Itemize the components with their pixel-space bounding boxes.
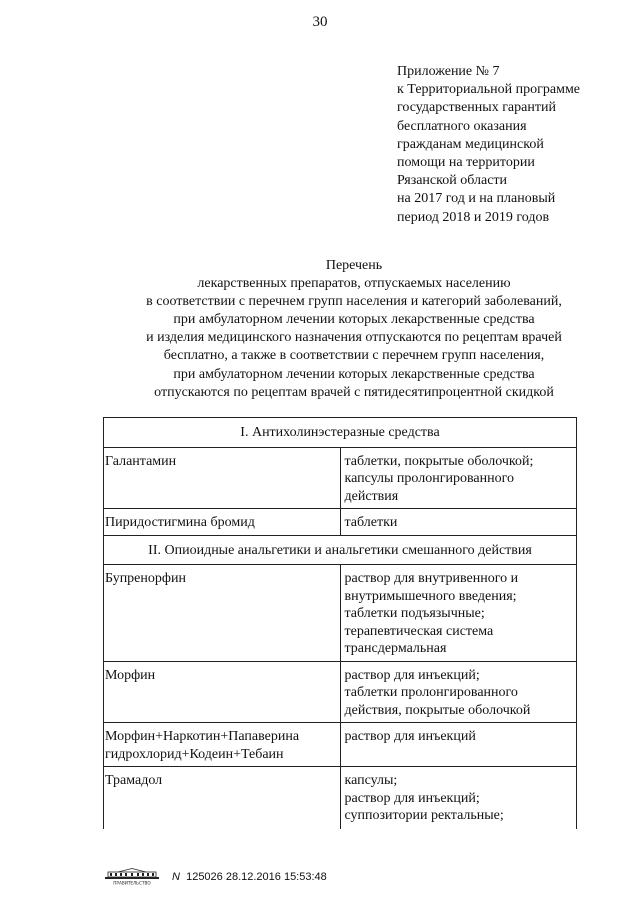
dosage-form: таблетки (344, 515, 398, 530)
appendix-line: Приложение № 7 (397, 64, 500, 79)
title-line: при амбулаторном лечении которых лекарственные средства (173, 312, 535, 328)
dosage-form-cell (340, 661, 577, 723)
dosage-form: терапевтическая система (344, 623, 494, 639)
registration-info: 125026 28.12.2016 15:53:48 (186, 871, 327, 883)
drug-name-cell (104, 661, 341, 723)
table-row (104, 565, 577, 662)
appendix-line: на 2017 год и на плановый (397, 191, 556, 207)
registration-mark: N (172, 871, 180, 883)
dosage-form-cell (340, 723, 577, 767)
document-title (0, 257, 640, 402)
dosage-form: таблетки, покрытые оболочкой; (344, 453, 534, 469)
drug-name: Морфин+Наркотин+Папаверина (105, 729, 300, 744)
dosage-form: капсулы пролонгированного (344, 471, 514, 486)
dosage-form-cell (340, 565, 577, 662)
drug-name-cell (104, 565, 341, 662)
dosage-form-cell (340, 509, 577, 536)
dosage-form: раствор для инъекций (344, 729, 476, 744)
dosage-form: таблетки подъязычные; (344, 606, 485, 621)
title-line: бесплатно, а также в соответствии с перечнем групп населения, (163, 348, 545, 364)
drug-name: Бупренорфин (105, 571, 186, 586)
registration-stamp (172, 871, 327, 883)
government-building-logo (104, 868, 160, 886)
appendix-block (397, 63, 632, 227)
section-heading: II. Опиоидные анальгетики и анальгетики смешанного действия (104, 535, 577, 565)
appendix-line: Рязанской области (397, 173, 508, 189)
page-number: 30 (312, 14, 328, 30)
dosage-form: трансдермальная (344, 641, 447, 656)
drug-name: гидрохлорид+Кодеин+Тебаин (105, 746, 284, 762)
title-line: отпускаются по рецептам врачей с пятидесятипроцентной скидкой (154, 384, 554, 400)
drug-name: Пиридостигмина бромид (105, 515, 255, 530)
dosage-form: таблетки пролонгированного (344, 685, 518, 700)
dosage-form: действия (344, 488, 399, 504)
dosage-form: раствор для инъекций; (344, 790, 480, 806)
drug-name: Галантамин (105, 453, 177, 469)
appendix-line: гражданам медицинской (397, 136, 544, 152)
dosage-form: раствор для инъекций; (344, 667, 480, 683)
dosage-form-cell (340, 767, 577, 830)
drug-name-cell (104, 767, 341, 830)
dosage-form: суппозитории ректальные; (344, 808, 504, 823)
drug-name-cell (104, 447, 341, 509)
section-header-row (104, 535, 577, 565)
dosage-form: капсулы; (344, 773, 398, 788)
drug-name: Трамадол (105, 773, 163, 788)
drug-name-cell (104, 723, 341, 767)
drug-table (103, 417, 577, 829)
dosage-form: действия, покрытые оболочкой (344, 702, 531, 718)
table-row (104, 661, 577, 723)
appendix-line: к Территориальной программе (397, 82, 581, 98)
appendix-line: помощи на территории (397, 155, 535, 171)
appendix-line: период 2018 и 2019 годов (397, 209, 550, 225)
dosage-form: раствор для внутривенного и (344, 571, 519, 586)
dosage-form: внутримышечного введения; (344, 588, 517, 604)
drug-name: Морфин (105, 667, 156, 683)
table-row (104, 723, 577, 767)
section-heading: I. Антихолинэстеразные средства (104, 418, 577, 448)
title-line: в соответствии с перечнем групп населения и категорий заболеваний, (146, 294, 562, 310)
title-line: лекарственных препаратов, отпускаемых населению (197, 276, 511, 292)
table-row (104, 509, 577, 536)
dosage-form-cell (340, 447, 577, 509)
table-row (104, 447, 577, 509)
logo-caption: ПРАВИТЕЛЬСТВО (113, 880, 151, 886)
section-header-row (104, 418, 577, 448)
drug-name-cell (104, 509, 341, 536)
title-line: Перечень (325, 258, 383, 273)
appendix-line: бесплатного оказания (397, 118, 527, 134)
title-line: при амбулаторном лечении которых лекарственные средства (173, 366, 535, 382)
appendix-line: государственных гарантий (397, 100, 556, 116)
table-row (104, 767, 577, 830)
title-line: и изделия медицинского назначения отпускаются по рецептам врачей (146, 330, 562, 346)
